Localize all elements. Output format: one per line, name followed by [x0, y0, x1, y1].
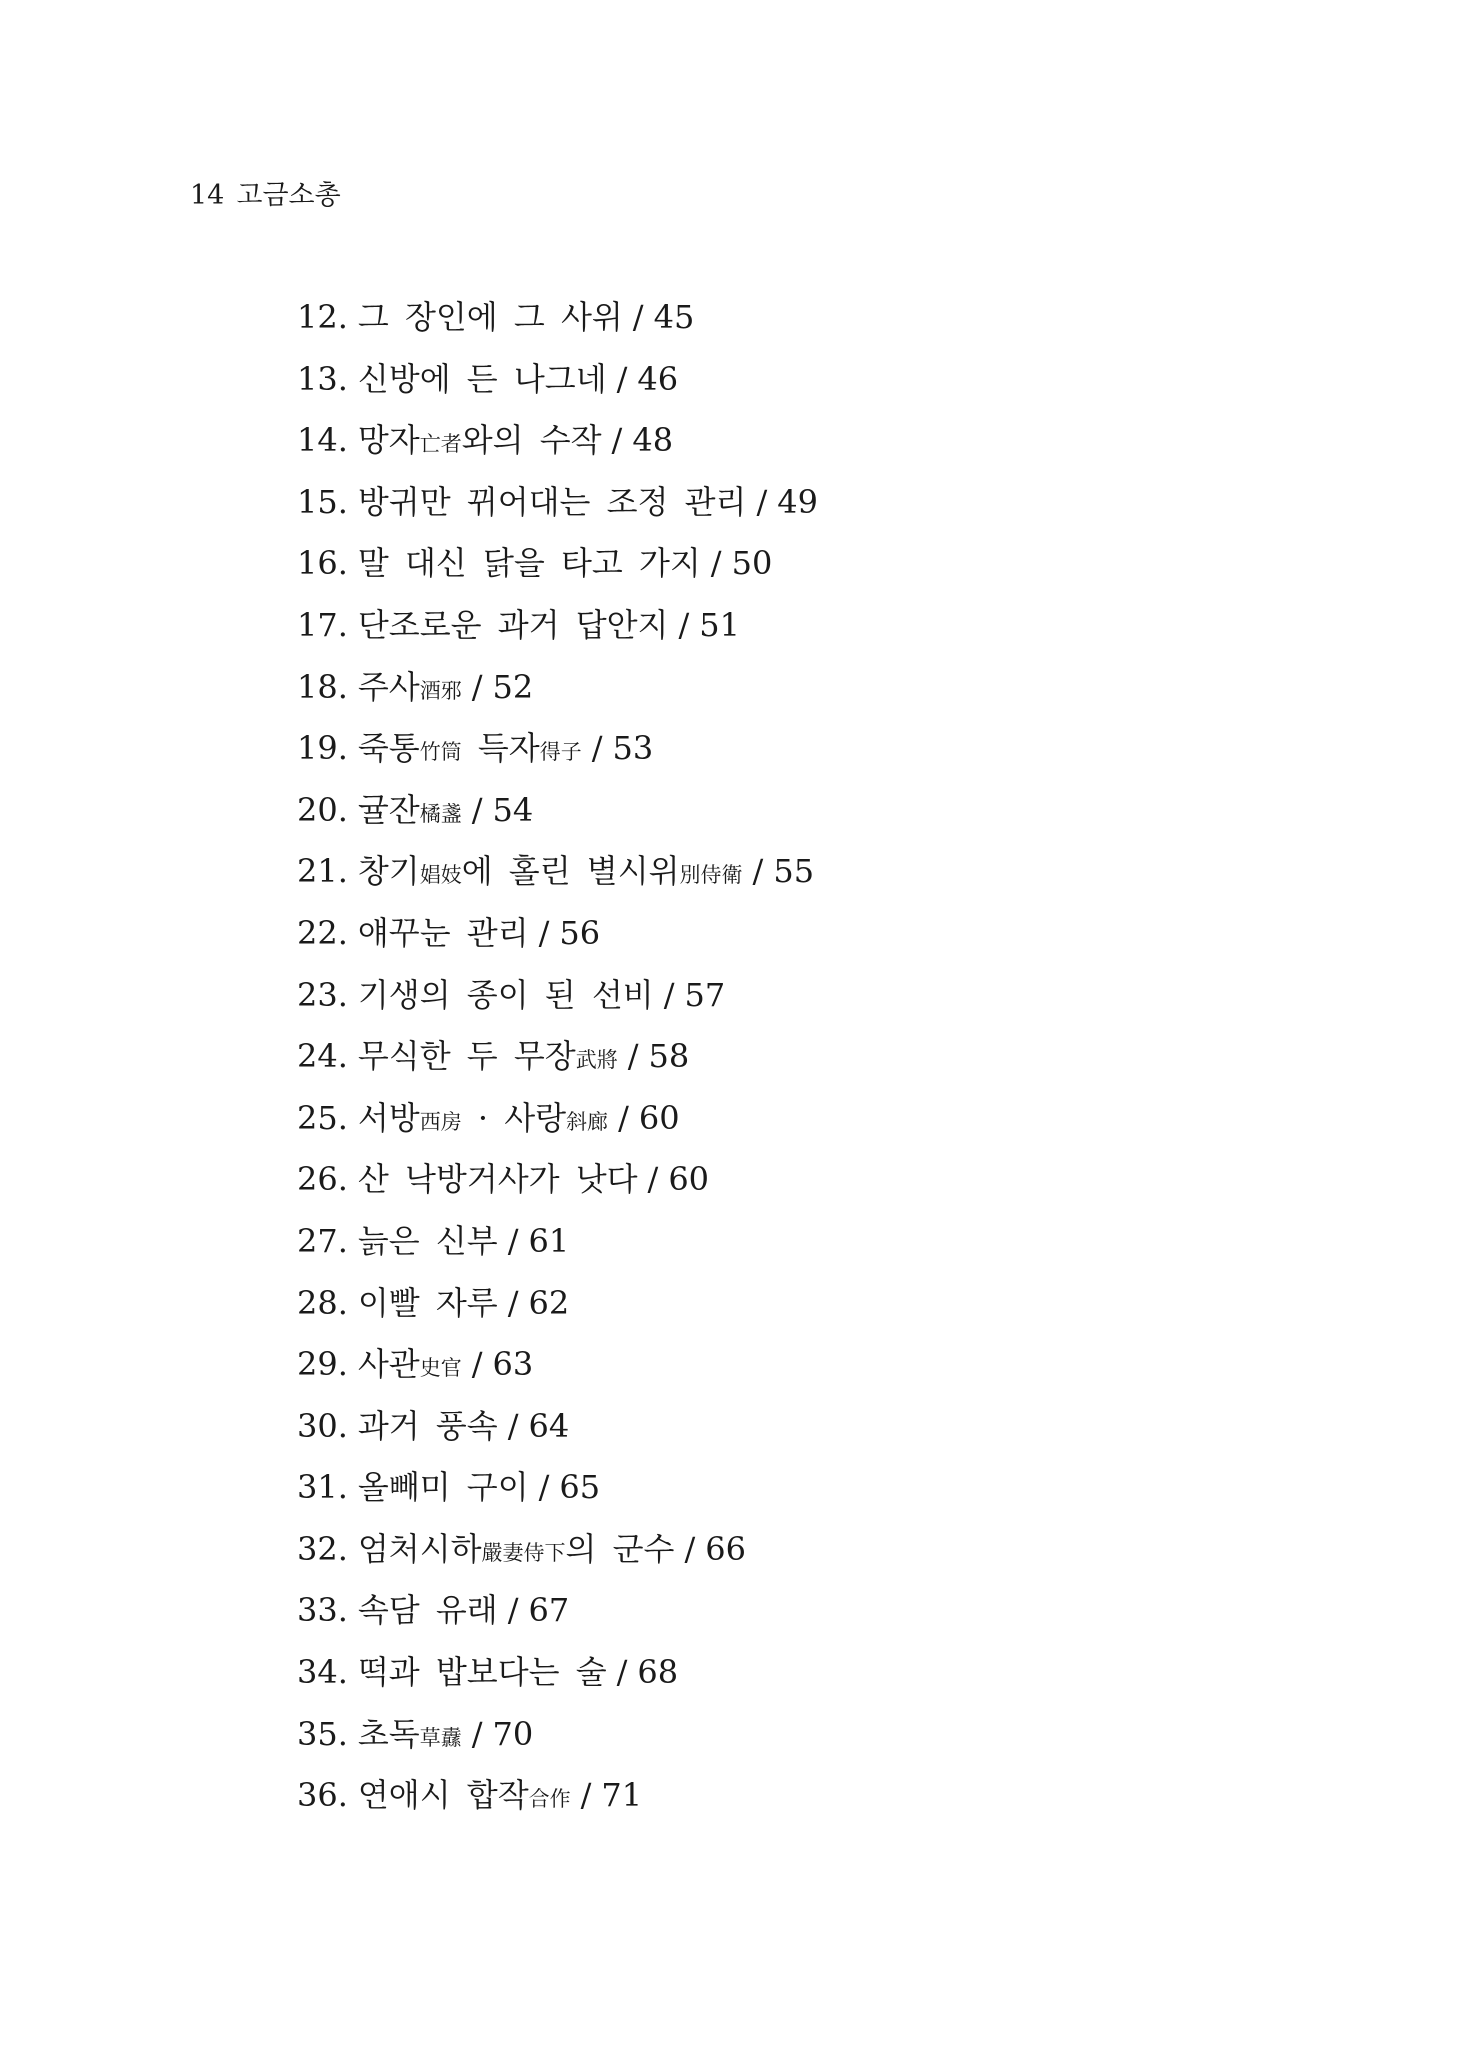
running-head [190, 178, 341, 214]
entry-number: 16. [297, 544, 348, 583]
entry-page-number: 48 [632, 421, 674, 460]
toc-entry [297, 1712, 818, 1774]
entry-title: 이빨 자루 [357, 1283, 498, 1322]
entry-page-number: 58 [648, 1037, 690, 1076]
entry-number: 21. [297, 852, 348, 891]
entry-title: 과거 풍속 [357, 1406, 498, 1445]
entry-title: 늙은 신부 [357, 1221, 498, 1260]
entry-title: 단조로운 과거 답안지 [357, 605, 669, 644]
toc-entry [297, 1404, 818, 1466]
entry-separator: / [507, 1221, 519, 1260]
toc-entry [297, 1465, 818, 1527]
entry-separator: / [632, 298, 644, 336]
entry-title: 에 홀린 별시위 [461, 852, 680, 891]
entry-separator: / [618, 1098, 629, 1137]
toc-entry [297, 1588, 818, 1650]
entry-separator: / [684, 1529, 696, 1568]
entry-hanja: 竹筒 [419, 740, 462, 765]
entry-hanja: 草纛 [419, 1725, 462, 1750]
entry-hanja: 武將 [575, 1048, 618, 1073]
entry-number: 32. [297, 1529, 348, 1568]
entry-title: 죽통 [357, 729, 420, 768]
entry-number: 33. [297, 1591, 348, 1630]
toc-entry [297, 665, 818, 727]
entry-title: 말 대신 닭을 타고 가지 [357, 544, 701, 583]
entry-title: 신방에 든 나그네 [357, 359, 607, 398]
entry-number: 36. [297, 1776, 348, 1815]
toc-entry [297, 1773, 818, 1835]
toc-entry [297, 911, 818, 973]
toc-entry [297, 603, 818, 665]
entry-page-number: 63 [492, 1345, 534, 1384]
entry-hanja: 亡者 [419, 432, 462, 457]
entry-number: 28. [297, 1283, 348, 1322]
toc-entry [297, 1157, 818, 1219]
entry-title: 떡과 밥보다는 술 [357, 1653, 607, 1692]
entry-number: 24. [297, 1037, 348, 1076]
entry-number: 15. [297, 482, 348, 521]
entry-title: 그 장인에 그 사위 [357, 298, 623, 336]
entry-page-number: 57 [684, 975, 726, 1014]
entry-page-number: 70 [492, 1714, 534, 1753]
entry-hanja: 得子 [539, 740, 582, 765]
entry-separator: / [616, 359, 628, 398]
entry-number: 22. [297, 913, 348, 952]
entry-title: 사관 [357, 1345, 420, 1384]
entry-page-number: 66 [705, 1529, 746, 1568]
entry-page-number: 71 [601, 1776, 643, 1815]
entry-page-number: 52 [492, 667, 534, 706]
toc-entry [297, 541, 818, 603]
toc-entry [297, 295, 818, 357]
entry-hanja: 橘盞 [419, 801, 462, 826]
table-of-contents [297, 295, 818, 1835]
entry-number: 26. [297, 1160, 348, 1199]
entry-page-number: 50 [731, 544, 773, 583]
toc-entry [297, 357, 818, 419]
entry-number: 31. [297, 1468, 348, 1507]
entry-separator: / [627, 1037, 639, 1076]
toc-entry [297, 726, 818, 788]
entry-title: 연애시 합작 [357, 1776, 529, 1815]
book-title: 고금소총 [236, 180, 341, 211]
toc-entry [297, 849, 818, 911]
entry-separator: / [678, 605, 690, 644]
entry-title: 서방 [357, 1098, 420, 1137]
toc-entry [297, 1281, 818, 1343]
entry-separator: / [591, 729, 603, 768]
entry-title: 기생의 종이 된 선비 [357, 975, 654, 1014]
entry-title: 득자 [461, 729, 540, 768]
entry-title: 의 군수 [565, 1529, 675, 1568]
entry-page-number: 55 [773, 852, 815, 891]
entry-number: 23. [297, 975, 348, 1014]
entry-hanja: 斜廊 [566, 1109, 609, 1134]
entry-separator: / [616, 1653, 628, 1692]
entry-page-number: 45 [653, 298, 695, 336]
toc-entry [297, 788, 818, 850]
entry-page-number: 61 [528, 1221, 570, 1260]
entry-page-number: 53 [612, 729, 654, 768]
entry-page-number: 65 [559, 1468, 601, 1507]
entry-page-number: 54 [492, 790, 534, 829]
page-number: 14 [190, 180, 225, 211]
entry-page-number: 46 [637, 359, 679, 398]
entry-separator: / [710, 544, 722, 583]
entry-separator: / [507, 1406, 519, 1445]
entry-number: 18. [297, 667, 348, 706]
entry-page-number: 64 [528, 1406, 570, 1445]
toc-entry [297, 973, 818, 1035]
entry-number: 30. [297, 1406, 348, 1445]
entry-title: 주사 [357, 667, 420, 706]
entry-number: 34. [297, 1653, 348, 1692]
entry-title: 올빼미 구이 [357, 1468, 529, 1507]
toc-entry [297, 1096, 818, 1158]
entry-separator: / [507, 1283, 519, 1322]
entry-page-number: 67 [528, 1591, 570, 1630]
entry-hanja: 史官 [419, 1356, 462, 1381]
entry-separator: / [647, 1160, 659, 1199]
entry-separator: / [507, 1591, 519, 1630]
toc-entry [297, 418, 818, 480]
entry-title: 무식한 두 무장 [357, 1037, 576, 1076]
entry-title: 엄처시하 [357, 1529, 482, 1568]
entry-separator: / [471, 1345, 483, 1384]
entry-number: 17. [297, 605, 348, 644]
entry-title: 창기 [357, 852, 420, 891]
entry-number: 20. [297, 790, 348, 829]
entry-title: 얘꾸눈 관리 [357, 913, 529, 952]
toc-entry [297, 1650, 818, 1712]
entry-separator: / [471, 667, 483, 706]
entry-separator: / [538, 1468, 550, 1507]
entry-number: 12. [297, 298, 348, 336]
entry-hanja: 酒邪 [419, 678, 462, 703]
entry-separator: / [663, 975, 675, 1014]
entry-hanja: 合作 [528, 1787, 571, 1812]
entry-number: 35. [297, 1714, 348, 1753]
entry-number: 14. [297, 421, 348, 460]
entry-separator: / [752, 852, 764, 891]
entry-title: 귤잔 [357, 790, 420, 829]
entry-separator: / [538, 913, 550, 952]
entry-title: 속담 유래 [357, 1591, 498, 1630]
entry-number: 29. [297, 1345, 348, 1384]
entry-separator: / [471, 1714, 483, 1753]
entry-page-number: 56 [559, 913, 601, 952]
entry-separator: / [471, 790, 483, 829]
toc-entry [297, 1034, 818, 1096]
entry-separator: / [611, 421, 623, 460]
entry-page-number: 60 [638, 1098, 680, 1137]
entry-hanja: 娼妓 [419, 863, 462, 888]
entry-hanja: 嚴妻侍下 [481, 1540, 566, 1565]
toc-entry [297, 1342, 818, 1404]
entry-page-number: 62 [528, 1283, 570, 1322]
entry-hanja: 西房 [419, 1109, 462, 1134]
entry-number: 25. [297, 1098, 348, 1137]
entry-title: 와의 수작 [461, 421, 602, 460]
entry-separator: / [756, 482, 768, 521]
entry-number: 27. [297, 1221, 348, 1260]
entry-page-number: 60 [668, 1160, 710, 1199]
entry-number: 13. [297, 359, 348, 398]
toc-entry [297, 1219, 818, 1281]
entry-title: 망자 [357, 421, 420, 460]
entry-page-number: 49 [777, 482, 818, 521]
entry-number: 19. [297, 729, 348, 768]
entry-page-number: 68 [637, 1653, 679, 1692]
entry-title: 산 낙방거사가 낫다 [357, 1160, 638, 1199]
entry-title: 초독 [357, 1714, 420, 1753]
entry-separator: / [580, 1776, 592, 1815]
entry-hanja: 別侍衛 [679, 863, 743, 888]
toc-entry [297, 1527, 818, 1589]
entry-title: 방귀만 뀌어대는 조정 관리 [357, 482, 747, 521]
entry-title: · 사랑 [461, 1098, 567, 1137]
entry-page-number: 51 [699, 605, 740, 644]
toc-entry [297, 480, 818, 542]
